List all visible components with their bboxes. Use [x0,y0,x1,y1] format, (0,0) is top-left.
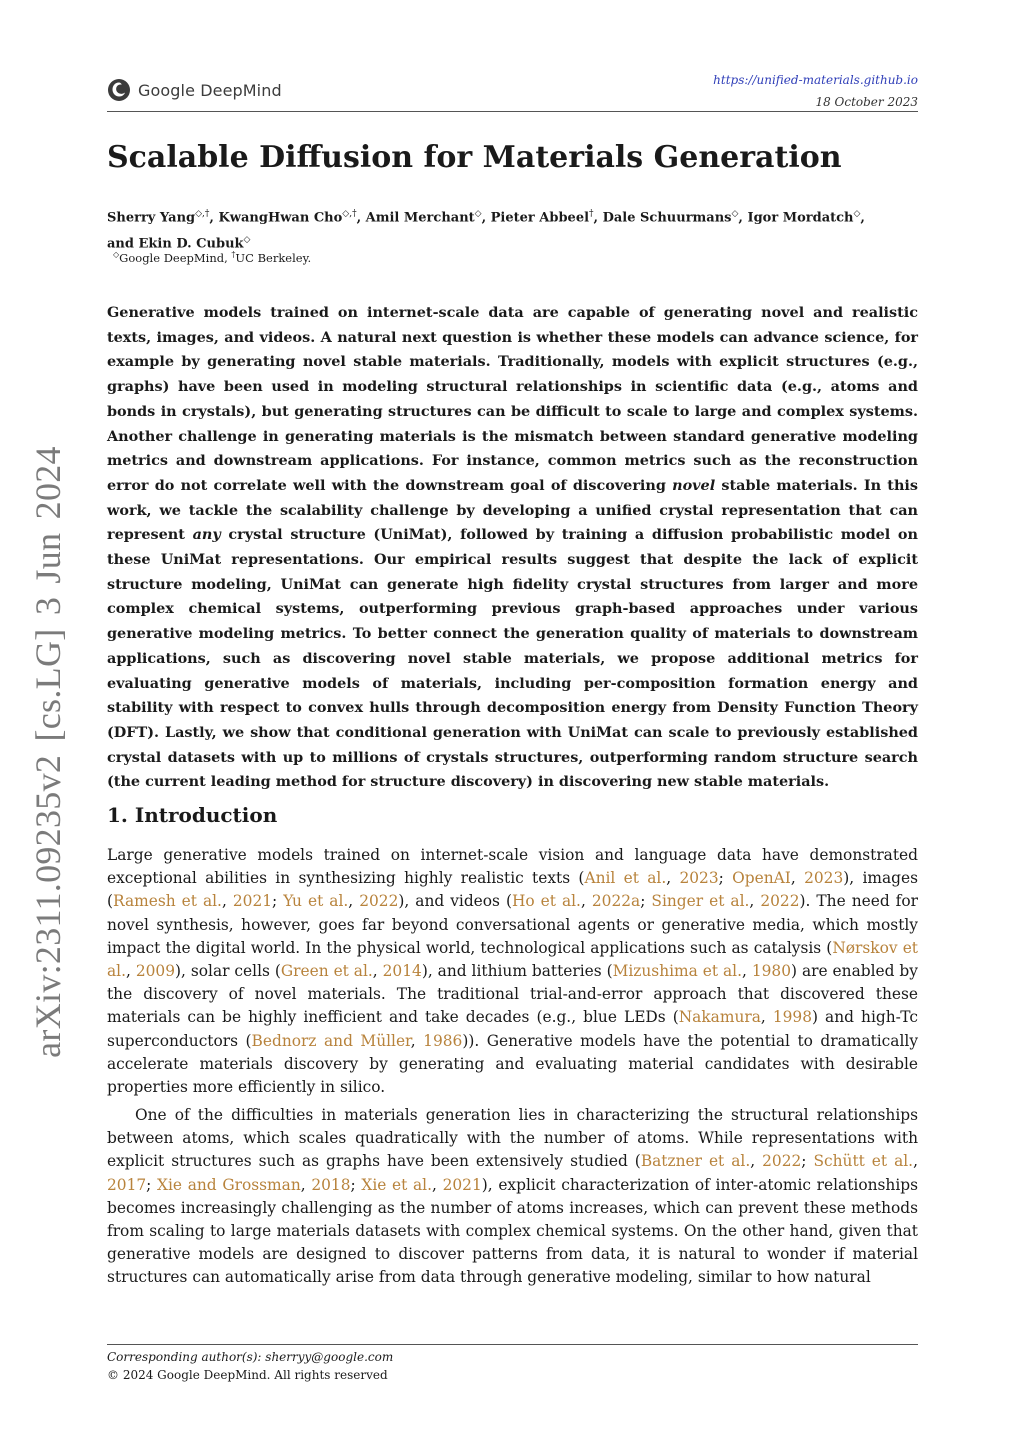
deepmind-logo [107,78,282,102]
author-affiliation-mark: ◇ [853,209,861,219]
emphasis-text: novel [672,476,716,494]
citation-link[interactable]: 2009 [135,962,176,981]
author-affiliation-mark: ◇ [243,235,251,246]
citation-link[interactable]: Nørskov et al. [107,938,918,981]
citation-link[interactable]: 2023 [679,869,719,888]
citation-link[interactable]: 2021 [442,1175,482,1194]
citation-link[interactable]: 2022 [359,892,399,911]
citation-link[interactable]: Batzner et al. [640,1152,751,1171]
emphasis-text: any [192,526,221,544]
project-url-link[interactable]: https://unified-materials.github.io [713,73,918,87]
citation-link[interactable]: 2014 [382,962,422,981]
author-affiliation-mark: ◇ [731,209,739,219]
affiliations [113,250,311,265]
author-name: Amil Merchant [365,210,475,226]
abstract: Generative models trained on internet-scale data are capable of generating novel and realistic texts, images, and videos. A natural next question is whether these models can advance science, for example by generating novel stable materials. Traditionally, models with explicit structures (e.g., graphs) have been used in modeling structural relationships in scientific data (e.g., atoms and bonds in crystals), but generating structures can be difficult to scale to large and complex systems. Another challenge in generating materials is the mismatch between standard generative modeling metrics and downstream applications. For instance, common metrics such as the reconstruction error do not correlate well with the downstream goal of discovering novel stable materials. In this work, we tackle the scalability challenge by developing a unified crystal representation that can represent any crystal structure (UniMat), followed by training a diffusion probabilistic model on these UniMat representations. Our empirical results suggest that despite the lack of explicit structure modeling, UniMat can generate high fidelity crystal structures from larger and more complex chemical systems, outperforming previous graph-based approaches under various generative modeling metrics. To better connect the generation quality of materials to downstream applications, such as discovering novel stable materials, we propose additional metrics for evaluating generative models of materials, including per-composition formation energy and stability with respect to convex hulls through decomposition energy from Density Function Theory (DFT). Lastly, we show that conditional generation with UniMat can scale to previously established crystal datasets with up to millions of crystals structures, outperforming random structure search (the current leading method for structure discovery) in discovering new stable materials. [107,304,918,791]
deepmind-logo-icon [107,78,131,102]
arxiv-identifier: arXiv:2311.09235v2 [cs.LG] 3 Jun 2024 [28,446,68,1058]
citation-link[interactable]: 1980 [751,962,792,981]
citation-link[interactable]: 2022 [762,1152,802,1171]
author-name: Pieter Abbeel [490,210,590,226]
publication-date: 18 October 2023 [815,95,918,109]
citation-link[interactable]: Ramesh et al. [113,892,222,911]
citation-link[interactable]: 1998 [772,1008,813,1027]
citation-link[interactable]: Ho et al. [511,892,581,911]
corresponding-author: Corresponding author(s): sherryy@google.com [107,1350,394,1364]
citation-link[interactable]: Yu et al. [283,892,349,911]
citation-link[interactable]: OpenAI [732,869,791,888]
author-name: KwangHwan Cho [218,210,343,226]
header-divider [107,111,918,112]
intro-paragraph-1: Large generative models trained on internet-scale vision and language data have demonstrated exceptional abilities in synthesizing highly realistic texts (Anil et al., 2023; OpenAI, 2023), images (Ramesh et al., 2021; Yu et al., 2022), and videos (Ho et al., 2022a; Singer et al., 2022). The need for novel synthesis, however, goes far beyond conversational agents or generative media, which mostly impact the digital world. In the physical world, technological applications such as catalysis (Nørskov et al., 2009), solar cells (Green et al., 2014), and lithium batteries (Mizushima et al., 1980) are enabled by the discovery of novel materials. The traditional trial-and-error approach that discovered these materials can be highly inefficient and take decades (e.g., blue LEDs (Nakamura, 1998) and high-Tc superconductors (Bednorz and Müller, 1986)). Generative models have the potential to dramatically accelerate materials discovery by generating and evaluating material candidates with desirable properties more efficiently in silico. [107,846,919,1097]
author-list: Sherry Yang◇,†, KwangHwan Cho◇,†, Amil Merchant◇, Pieter Abbeel†, Dale Schuurmans◇, Igor Mordatch◇, and Ekin D. Cubuk◇ [107,209,865,252]
copyright-notice: © 2024 Google DeepMind. All rights reserved [107,1368,388,1382]
citation-link[interactable]: Bednorz and Müller [251,1031,411,1050]
citation-link[interactable]: 2022a [591,892,641,911]
citation-link[interactable]: 2017 [107,1175,147,1194]
citation-link[interactable]: Xie et al. [361,1175,432,1194]
footer-divider [107,1344,918,1345]
intro-paragraph-2: One of the difficulties in materials generation lies in characterizing the structural relationships between atoms, which scales quadratically with the number of atoms. While representations with explicit structures such as graphs have been extensively studied (Batzner et al., 2022; Schütt et al., 2017; Xie and Grossman, 2018; Xie et al., 2021), explicit characterization of inter-atomic relationships becomes increasingly challenging as the number of atoms increases, which can prevent these methods from scaling to large materials datasets with complex chemical systems. On the other hand, given that generative models are designed to discover patterns from data, it is natural to wonder if material structures can automatically arise from data through generative modeling, similar to how natural [107,1106,918,1287]
author-affiliation-mark: † [589,209,594,219]
citation-link[interactable]: 2022 [760,892,800,911]
author-name: Igor Mordatch [747,210,854,226]
affiliation-mark: † [231,250,236,259]
logo-text: Google DeepMind [138,80,282,100]
author-name: Dale Schuurmans [602,210,732,226]
author-name: Sherry Yang [107,210,196,226]
citation-link[interactable]: Green et al. [280,962,373,981]
citation-link[interactable]: 2018 [311,1175,351,1194]
citation-link[interactable]: Schütt et al. [813,1152,914,1171]
paper-title: Scalable Diffusion for Materials Generation [107,140,842,175]
citation-link[interactable]: Xie and Grossman [157,1175,301,1194]
affiliation-name: UC Berkeley. [235,250,312,265]
citation-link[interactable]: 2021 [232,892,273,911]
citation-link[interactable]: 2023 [804,869,844,888]
author-affiliation-mark: ◇,† [342,209,357,219]
affiliation-mark: ◇ [113,250,120,259]
citation-link[interactable]: Singer et al. [651,892,750,911]
citation-link[interactable]: Nakamura [678,1008,761,1027]
citation-link[interactable]: Anil et al. [584,869,667,888]
affiliation-name: Google DeepMind, [119,250,232,265]
author-affiliation-mark: ◇,† [195,209,210,219]
citation-link[interactable]: Mizushima et al. [612,962,742,981]
citation-link[interactable]: 1986 [423,1031,463,1050]
section-heading-introduction: 1. Introduction [107,803,278,827]
author-name: and Ekin D. Cubuk [107,236,244,252]
author-affiliation-mark: ◇ [474,209,482,219]
